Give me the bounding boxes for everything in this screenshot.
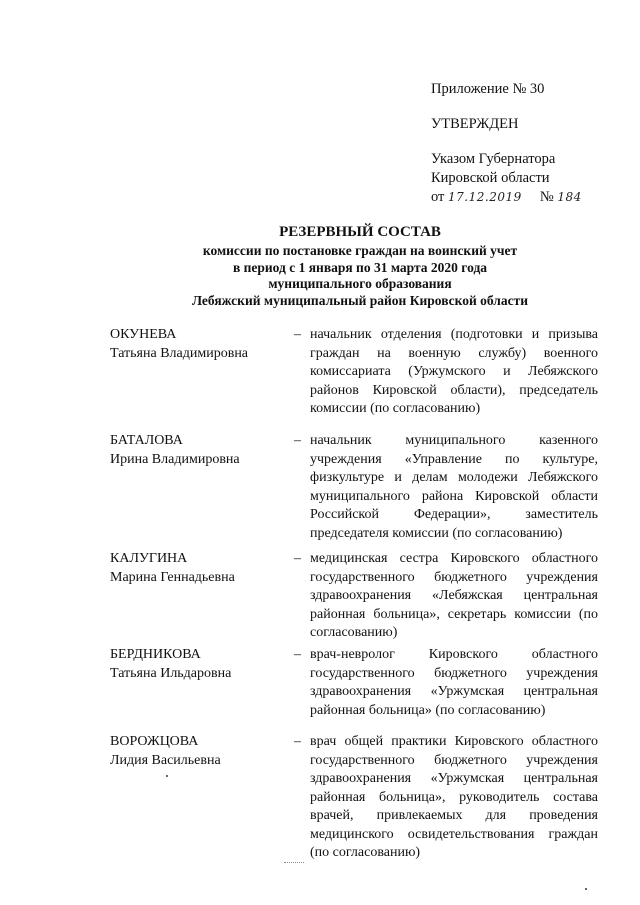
decree-line-1: Указом Губернатора xyxy=(431,151,556,167)
member-given-names: Татьяна Ильдаровна xyxy=(110,665,232,681)
member-name xyxy=(110,550,290,587)
member-given-names: Ирина Владимировна xyxy=(110,451,240,467)
member-surname: БЕРДНИКОВА xyxy=(110,647,201,662)
member-role: врач общей практики Кировского областного государственного бюджетного учреждения здравоохранения «Уржумская центральная районная больница», руководитель состава врачей, привлекаемых для проведения медицинского освидетельствования граждан (по согласованию) xyxy=(310,734,598,860)
scan-speck xyxy=(166,775,168,777)
decree-line-2: Кировской области xyxy=(431,170,550,186)
member-given-names: Лидия Васильевна xyxy=(110,752,221,768)
title-line-4: Лебяжский муниципальный район Кировской области xyxy=(191,292,529,308)
dash: – xyxy=(294,327,301,342)
member-name xyxy=(110,733,290,770)
title-line-3: муниципального образования xyxy=(268,276,452,291)
decree-date-line xyxy=(431,188,631,207)
member-given-names: Марина Геннадьевна xyxy=(110,569,235,585)
member-surname: КАЛУГИНА xyxy=(110,551,188,566)
member-surname: БАТАЛОВА xyxy=(110,433,183,448)
dash: – xyxy=(294,433,301,448)
from-prefix: от xyxy=(431,189,445,205)
scan-speck xyxy=(585,888,587,890)
member-name xyxy=(110,432,290,469)
dash: – xyxy=(294,734,301,749)
dash: – xyxy=(294,647,301,662)
member-role: врач-невролог Кировского областного государственного бюджетного учреждения здравоохранения «Уржумская центральная районная больница» (по согласованию) xyxy=(310,647,598,718)
document-title xyxy=(100,222,620,309)
title-line-2: в период с 1 января по 31 марта 2020 года xyxy=(232,259,488,275)
handwritten-date: 17.12.2019 xyxy=(448,190,522,204)
title-main: РЕЗЕРВНЫЙ СОСТАВ xyxy=(279,224,441,240)
handwritten-number: 184 xyxy=(557,190,582,204)
member-surname: ОКУНЕВА xyxy=(110,327,177,342)
member-given-names: Татьяна Владимировна xyxy=(110,345,249,361)
member-role: медицинская сестра Кировского областного государственного бюджетного учреждения здравоохранения «Лебяжская центральная районная больница», секретарь комиссии (по согласованию) xyxy=(310,551,598,640)
number-prefix: № xyxy=(539,189,554,205)
dash: – xyxy=(294,551,301,566)
approved-label: УТВЕРЖДЕН xyxy=(431,116,519,132)
page-footer-dots xyxy=(284,862,304,863)
approval-block xyxy=(431,80,631,207)
title-line-1: комиссии по постановке граждан на воинский учет xyxy=(202,243,518,258)
member-role: начальник отделения (подготовки и призыва граждан на военную службу) военного комиссариата (Уржумского и Лебяжского районов Кировской области), председатель комиссии (по согласованию) xyxy=(310,327,598,416)
member-name xyxy=(110,326,290,363)
member-name xyxy=(110,646,290,683)
member-role: начальник муниципального казенного учреждения «Управление по культуре, физкультуре и делам молодежи Лебяжского муниципального района Кировской области Российской Федерации», заместитель председателя комиссии (по согласованию) xyxy=(310,433,598,541)
member-surname: ВОРОЖЦОВА xyxy=(110,734,199,749)
appendix-label: Приложение № 30 xyxy=(431,81,545,97)
